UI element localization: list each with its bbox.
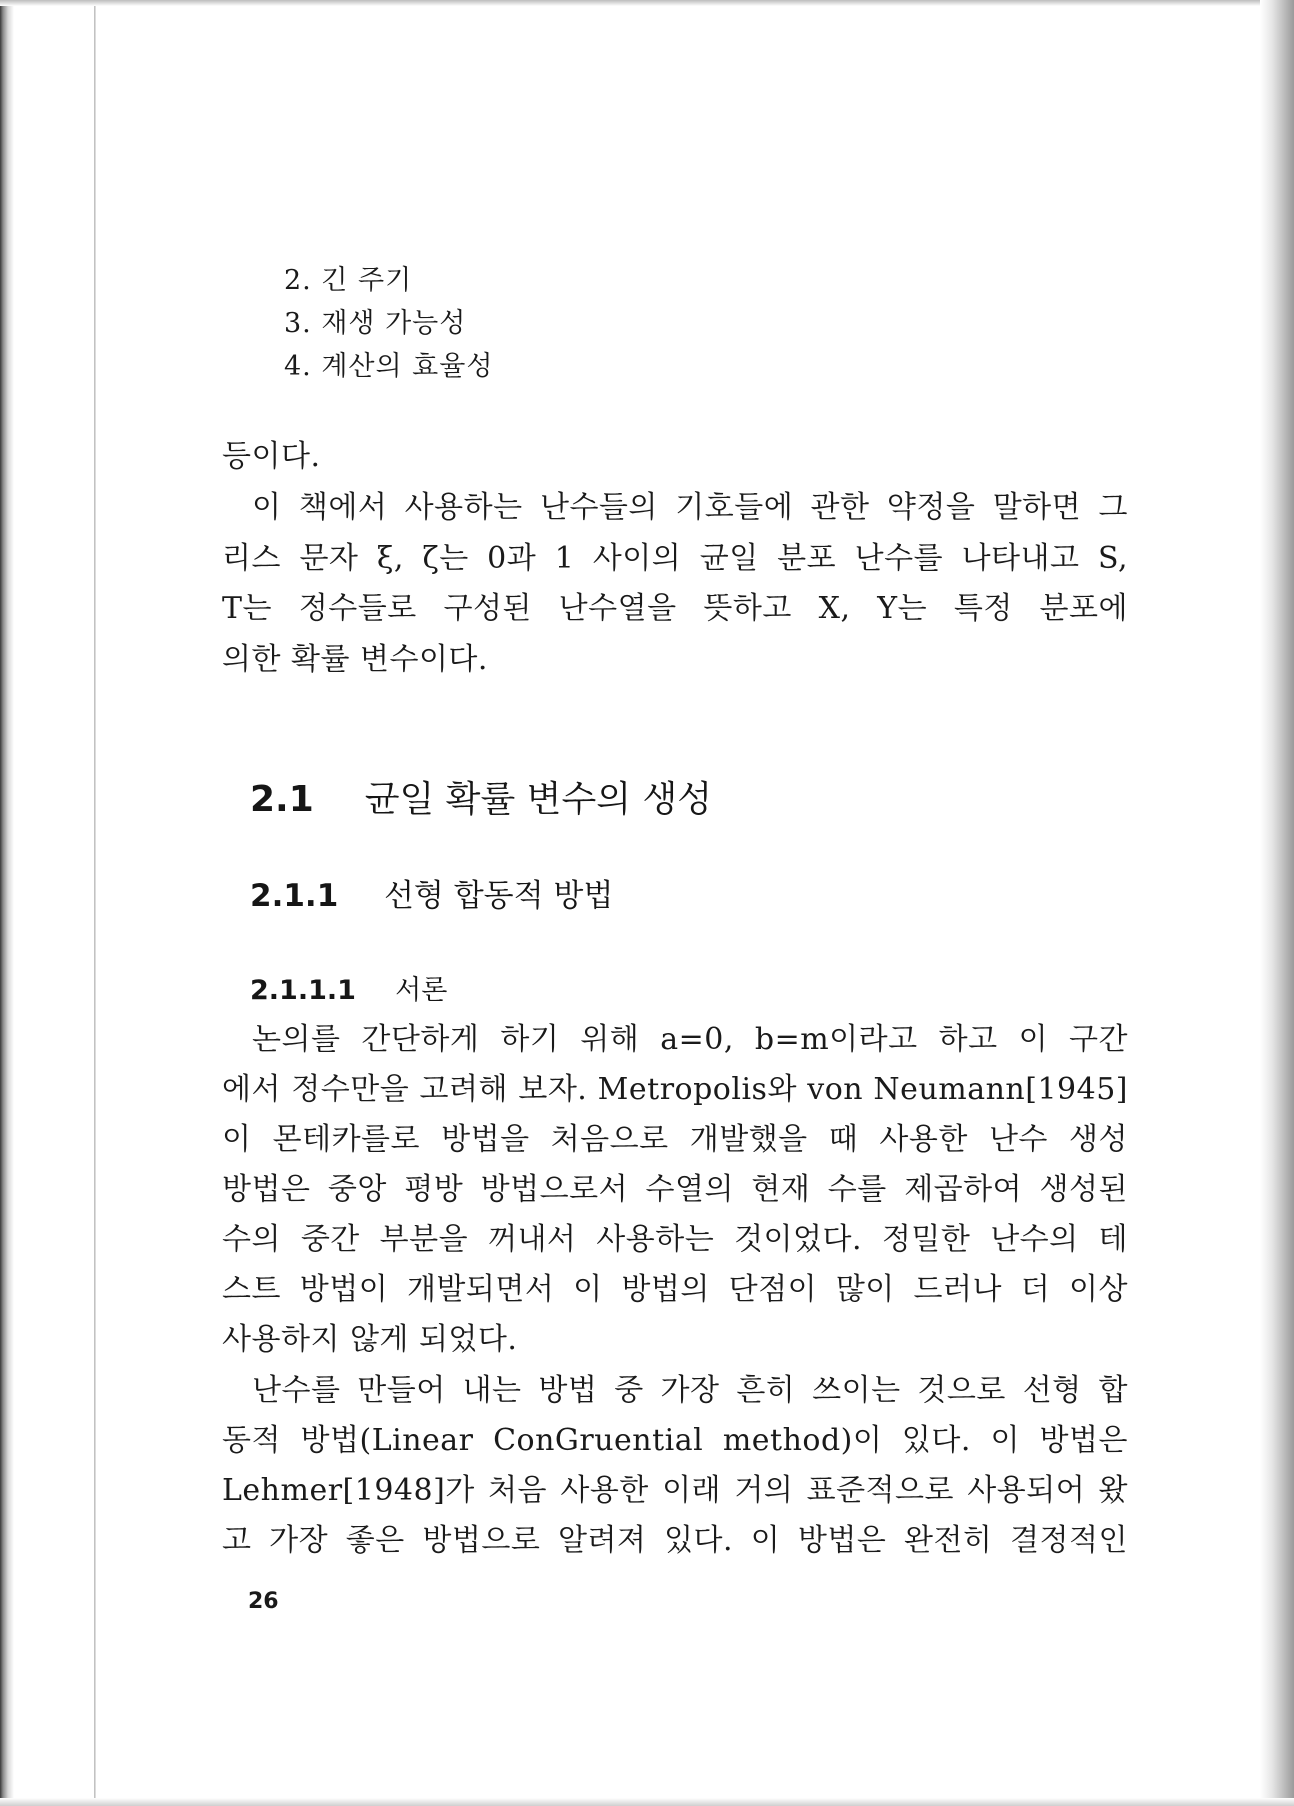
- list-item: 4. 계산의 효율성: [284, 351, 494, 382]
- page-top-shadow: [0, 0, 1294, 6]
- page-number: 26: [248, 1589, 279, 1614]
- paragraph-line: T는 정수들로 구성된 난수열을 뜻하고 X, Y는 특정 분포에: [222, 591, 1128, 626]
- list-item: 3. 재생 가능성: [284, 308, 467, 339]
- subsubsection-number: 2.1.1.1: [250, 975, 356, 1006]
- subsubsection-heading: [250, 968, 447, 1007]
- list-item: 2. 긴 주기: [284, 265, 413, 296]
- section-heading: [250, 771, 712, 822]
- subsection-title: 선형 합동적 방법: [383, 878, 614, 914]
- subsection-number: 2.1.1: [250, 878, 339, 914]
- page-binding-line: [94, 0, 96, 1806]
- paragraph-line: 수의 중간 부분을 꺼내서 사용하는 것이었다. 정밀한 난수의 테: [222, 1222, 1128, 1257]
- paragraph-line: 등이다.: [222, 439, 321, 474]
- paragraph-line: 고 가장 좋은 방법으로 알려져 있다. 이 방법은 완전히 결정적인: [222, 1523, 1128, 1558]
- page-right-shadow: [1260, 0, 1294, 1806]
- paragraph-line: 동적 방법(Linear ConGruential method)이 있다. 이 방법은: [222, 1423, 1128, 1458]
- section-number: 2.1: [250, 779, 314, 820]
- page-bottom-shadow: [0, 1798, 1294, 1806]
- subsection-heading: [250, 870, 613, 915]
- section-title: 균일 확률 변수의 생성: [364, 779, 713, 820]
- subsubsection-title: 서론: [395, 975, 448, 1006]
- paragraph-line: 난수를 만들어 내는 방법 중 가장 흔히 쓰이는 것으로 선형 합: [252, 1373, 1128, 1408]
- paragraph-line: 방법은 중앙 평방 방법으로서 수열의 현재 수를 제곱하여 생성된: [222, 1172, 1128, 1207]
- paragraph-line: 논의를 간단하게 하기 위해 a=0, b=m이라고 하고 이 구간: [252, 1022, 1128, 1057]
- page-left-shadow: [0, 0, 14, 1806]
- paragraph-line: 이 몬테카를로 방법을 처음으로 개발했을 때 사용한 난수 생성: [222, 1122, 1128, 1157]
- paragraph-line: 에서 정수만을 고려해 보자. Metropolis와 von Neumann[1945]: [222, 1072, 1128, 1107]
- paragraph-line: 스트 방법이 개발되면서 이 방법의 단점이 많이 드러나 더 이상: [222, 1272, 1128, 1307]
- paragraph-line: 의한 확률 변수이다.: [222, 642, 488, 677]
- paragraph-line: 리스 문자 ξ, ζ는 0과 1 사이의 균일 분포 난수를 나타내고 S,: [222, 541, 1128, 576]
- paragraph-line: 이 책에서 사용하는 난수들의 기호들에 관한 약정을 말하면 그: [252, 490, 1128, 525]
- paragraph-line: Lehmer[1948]가 처음 사용한 이래 거의 표준적으로 사용되어 왔: [222, 1473, 1128, 1508]
- paragraph-line: 사용하지 않게 되었다.: [222, 1322, 518, 1357]
